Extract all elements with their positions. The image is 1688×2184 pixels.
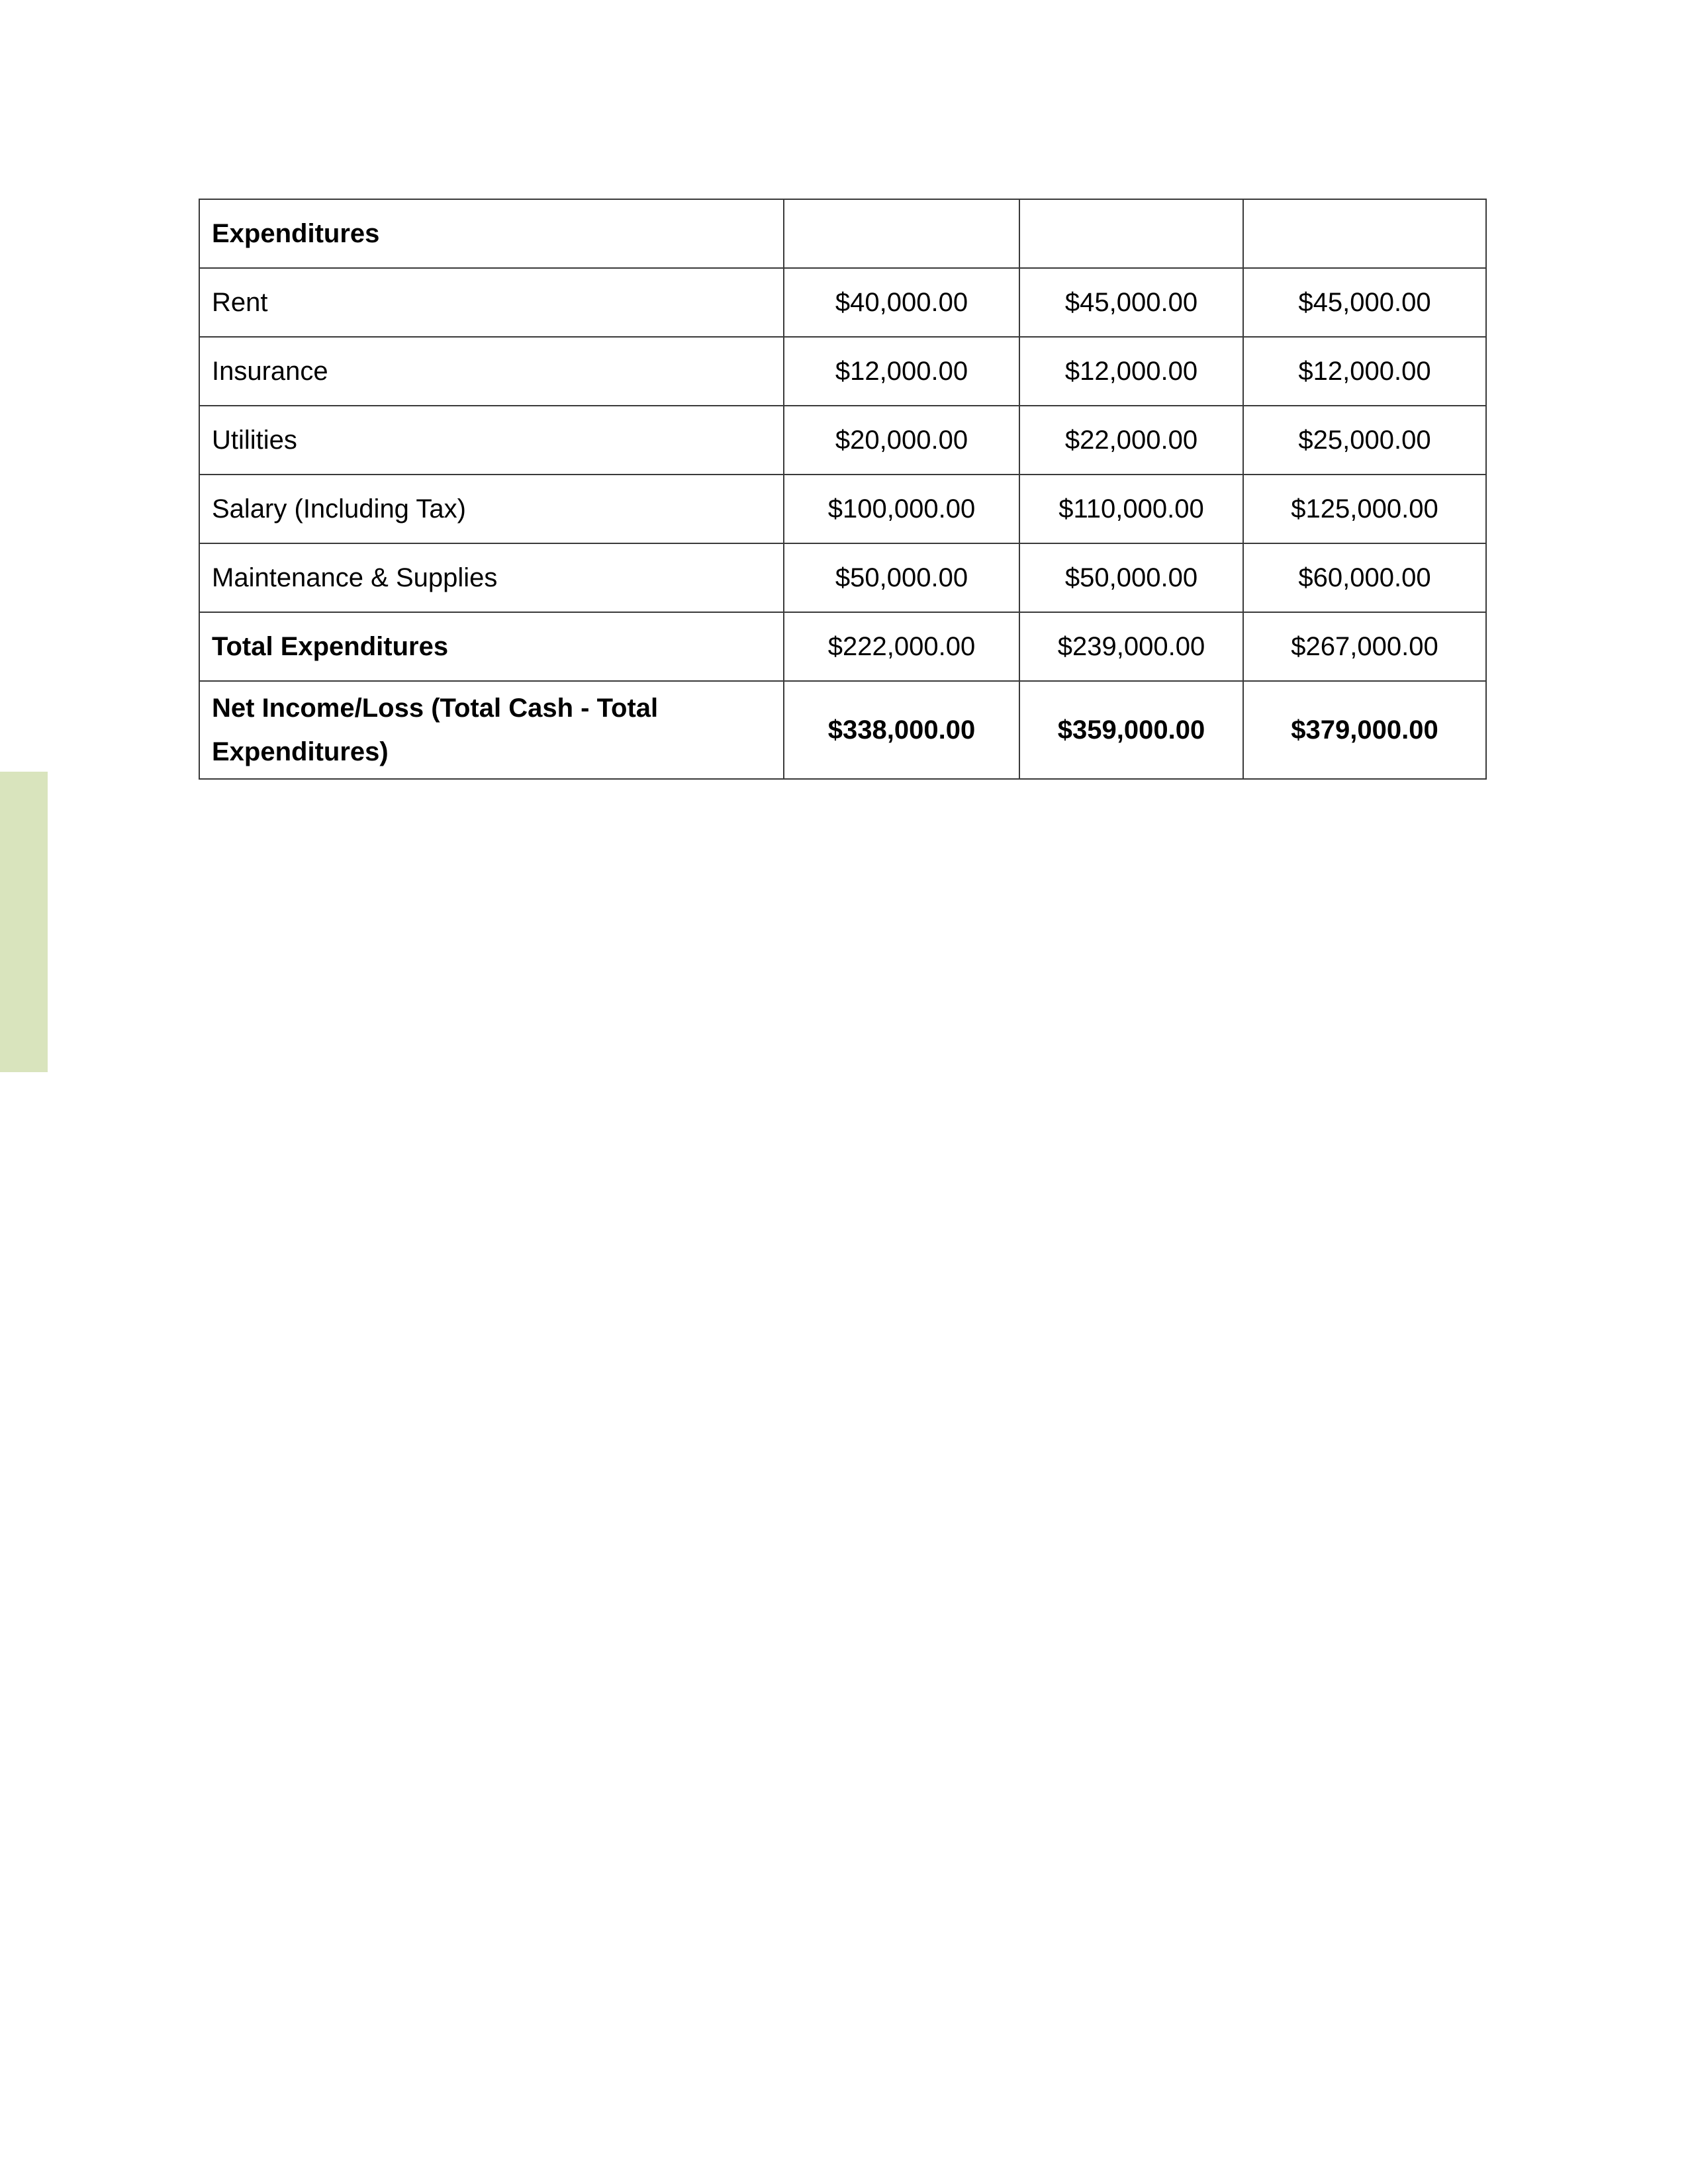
net-income-label: Net Income/Loss (Total Cash - Total Expenditures) (199, 681, 784, 779)
row-value: $110,000.00 (1019, 475, 1243, 543)
total-value: $239,000.00 (1019, 612, 1243, 681)
expenditures-heading: Expenditures (199, 199, 784, 268)
row-label: Utilities (199, 406, 784, 475)
table-row-total (199, 612, 1486, 681)
total-value: $267,000.00 (1243, 612, 1486, 681)
net-income-value: $379,000.00 (1243, 681, 1486, 779)
row-label: Maintenance & Supplies (199, 543, 784, 612)
header-cell-2 (1019, 199, 1243, 268)
table-row-rent (199, 268, 1486, 337)
row-value: $50,000.00 (1019, 543, 1243, 612)
row-value: $100,000.00 (784, 475, 1019, 543)
table-row-maintenance (199, 543, 1486, 612)
row-label: Salary (Including Tax) (199, 475, 784, 543)
total-label: Total Expenditures (199, 612, 784, 681)
net-income-value: $338,000.00 (784, 681, 1019, 779)
row-value: $45,000.00 (1243, 268, 1486, 337)
row-value: $22,000.00 (1019, 406, 1243, 475)
net-income-value: $359,000.00 (1019, 681, 1243, 779)
row-value: $20,000.00 (784, 406, 1019, 475)
row-value: $40,000.00 (784, 268, 1019, 337)
row-value: $125,000.00 (1243, 475, 1486, 543)
header-cell-1 (784, 199, 1019, 268)
row-value: $45,000.00 (1019, 268, 1243, 337)
table-row-utilities (199, 406, 1486, 475)
row-value: $12,000.00 (1243, 337, 1486, 406)
table-row-net-income (199, 681, 1486, 779)
row-label: Rent (199, 268, 784, 337)
expenditures-table (199, 199, 1487, 780)
table-row-salary (199, 475, 1486, 543)
row-value: $25,000.00 (1243, 406, 1486, 475)
table-row-insurance (199, 337, 1486, 406)
table-header-row (199, 199, 1486, 268)
row-value: $12,000.00 (1019, 337, 1243, 406)
row-label: Insurance (199, 337, 784, 406)
total-value: $222,000.00 (784, 612, 1019, 681)
row-value: $50,000.00 (784, 543, 1019, 612)
row-value: $60,000.00 (1243, 543, 1486, 612)
side-color-tab (0, 772, 48, 1072)
row-value: $12,000.00 (784, 337, 1019, 406)
header-cell-3 (1243, 199, 1486, 268)
